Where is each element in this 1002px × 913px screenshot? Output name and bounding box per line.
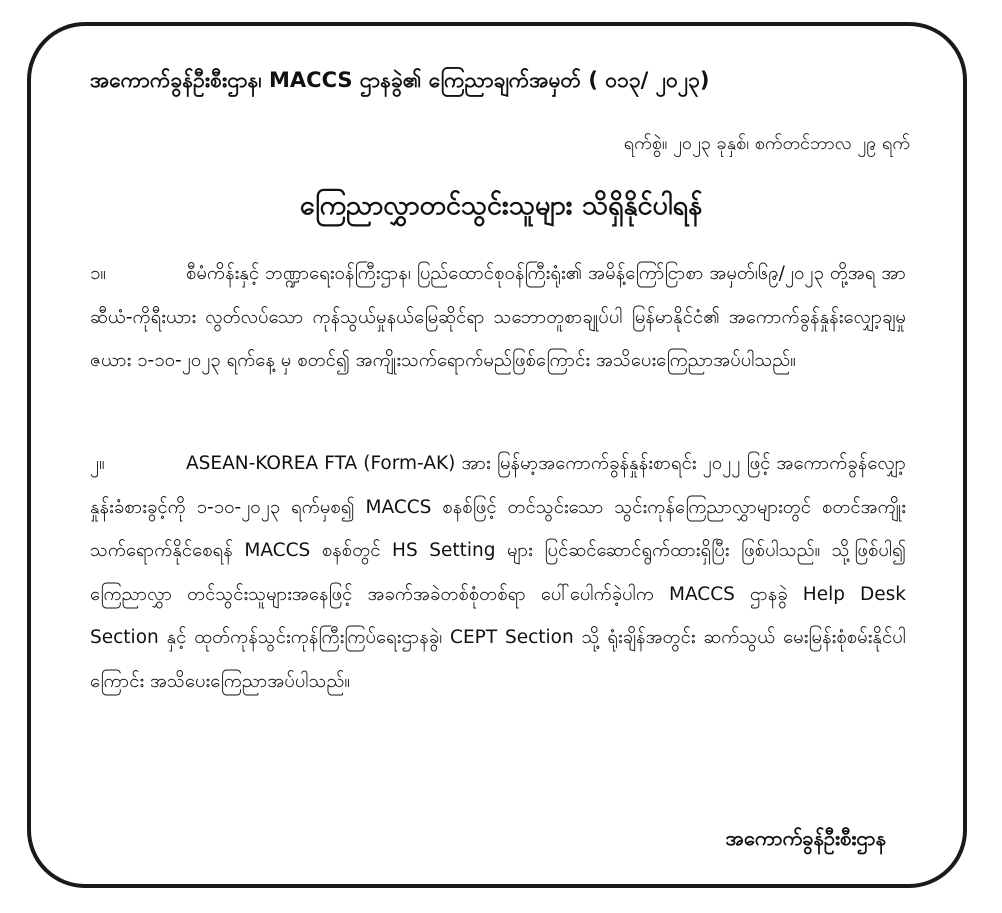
signature-department: အကောက်ခွန်ဦးစီးဌာန — [725, 826, 886, 850]
notice-date: ရက်စွဲ။ ၂၀၂၃ ခုနှစ်၊ စက်တင်ဘာလ ၂၉ ရက် — [623, 133, 910, 154]
notice-title: ကြေညာလွှာတင်သွင်းသူများ သိရှိနိုင်ပါရန် — [299, 190, 703, 221]
paragraph-1 — [90, 252, 906, 383]
notice-header: အကောက်ခွန်ဦးစီးဌာန၊ MACCS ဌာနခွဲ၏ ကြေညာချက်အမှတ် ( ၀၁၃/ ၂၀၂၃) — [90, 68, 710, 92]
paragraph-2 — [90, 442, 906, 703]
paragraph-2-number: ၂။ — [90, 453, 105, 474]
paragraph-2-text: ASEAN-KOREA FTA (Form-AK) အား မြန်မာ့အကောက်ခွန်နှုန်းစာရင်း ၂၀၂၂ ဖြင့် အကောက်ခွန်လျှော့နှုန်းခံစားခွင့်ကို ၁-၁၀-၂၀၂၃ ရက်မှစ၍ MACCS စနစ်ဖြင့် တင်သွင်းသော သွင်းကုန်ကြေညာလွှာများတွင် စတင်အကျိုးသက်ရောက်နိုင်စေရန် MACCS စနစ်တွင် HS Setting များ ပြင်ဆင်ဆောင်ရွက်ထားရှိပြီး ဖြစ်ပါသည်။ သို့ဖြစ်ပါ၍ ကြေညာလွှာ တင်သွင်းသူများအနေဖြင့် အခက်အခဲတစ်စုံတစ်ရာ ပေါ်ပေါက်ခဲ့ပါက MACCS ဌာနခွဲ Help Desk Section နှင့် ထုတ်ကုန်သွင်းကုန်ကြီးကြပ်ရေးဌာနခွဲ၊ CEPT Section သို့ ရုံးချိန်အတွင်း ဆက်သွယ် မေးမြန်းစုံစမ်းနိုင်ပါကြောင်း အသိပေးကြေညာအပ်ပါသည်။ — [90, 453, 906, 692]
paragraph-1-text: စီမံကိန်းနှင့် ဘဏ္ဍာရေးဝန်ကြီးဌာန၊ ပြည်ထောင်စုဝန်ကြီးရုံး၏ အမိန့်ကြော်ငြာစာ အမှတ်၊၆၉/၂၀၂၃ တို့အရ အာဆီယံ-ကိုရီးယား လွတ်လပ်သော ကုန်သွယ်မှုနယ်မြေဆိုင်ရာ သဘောတူစာချုပ်ပါ မြန်မာနိုင်ငံ၏ အကောက်ခွန်နှုန်းလျှော့ချမှုဇယား ၁-၁၀-၂၀၂၃ ရက်နေ့ မှ စတင်၍ အကျိုးသက်ရောက်မည်ဖြစ်ကြောင်း အသိပေးကြေညာအပ်ပါသည်။ — [90, 263, 906, 371]
paragraph-1-number: ၁။ — [90, 263, 107, 284]
